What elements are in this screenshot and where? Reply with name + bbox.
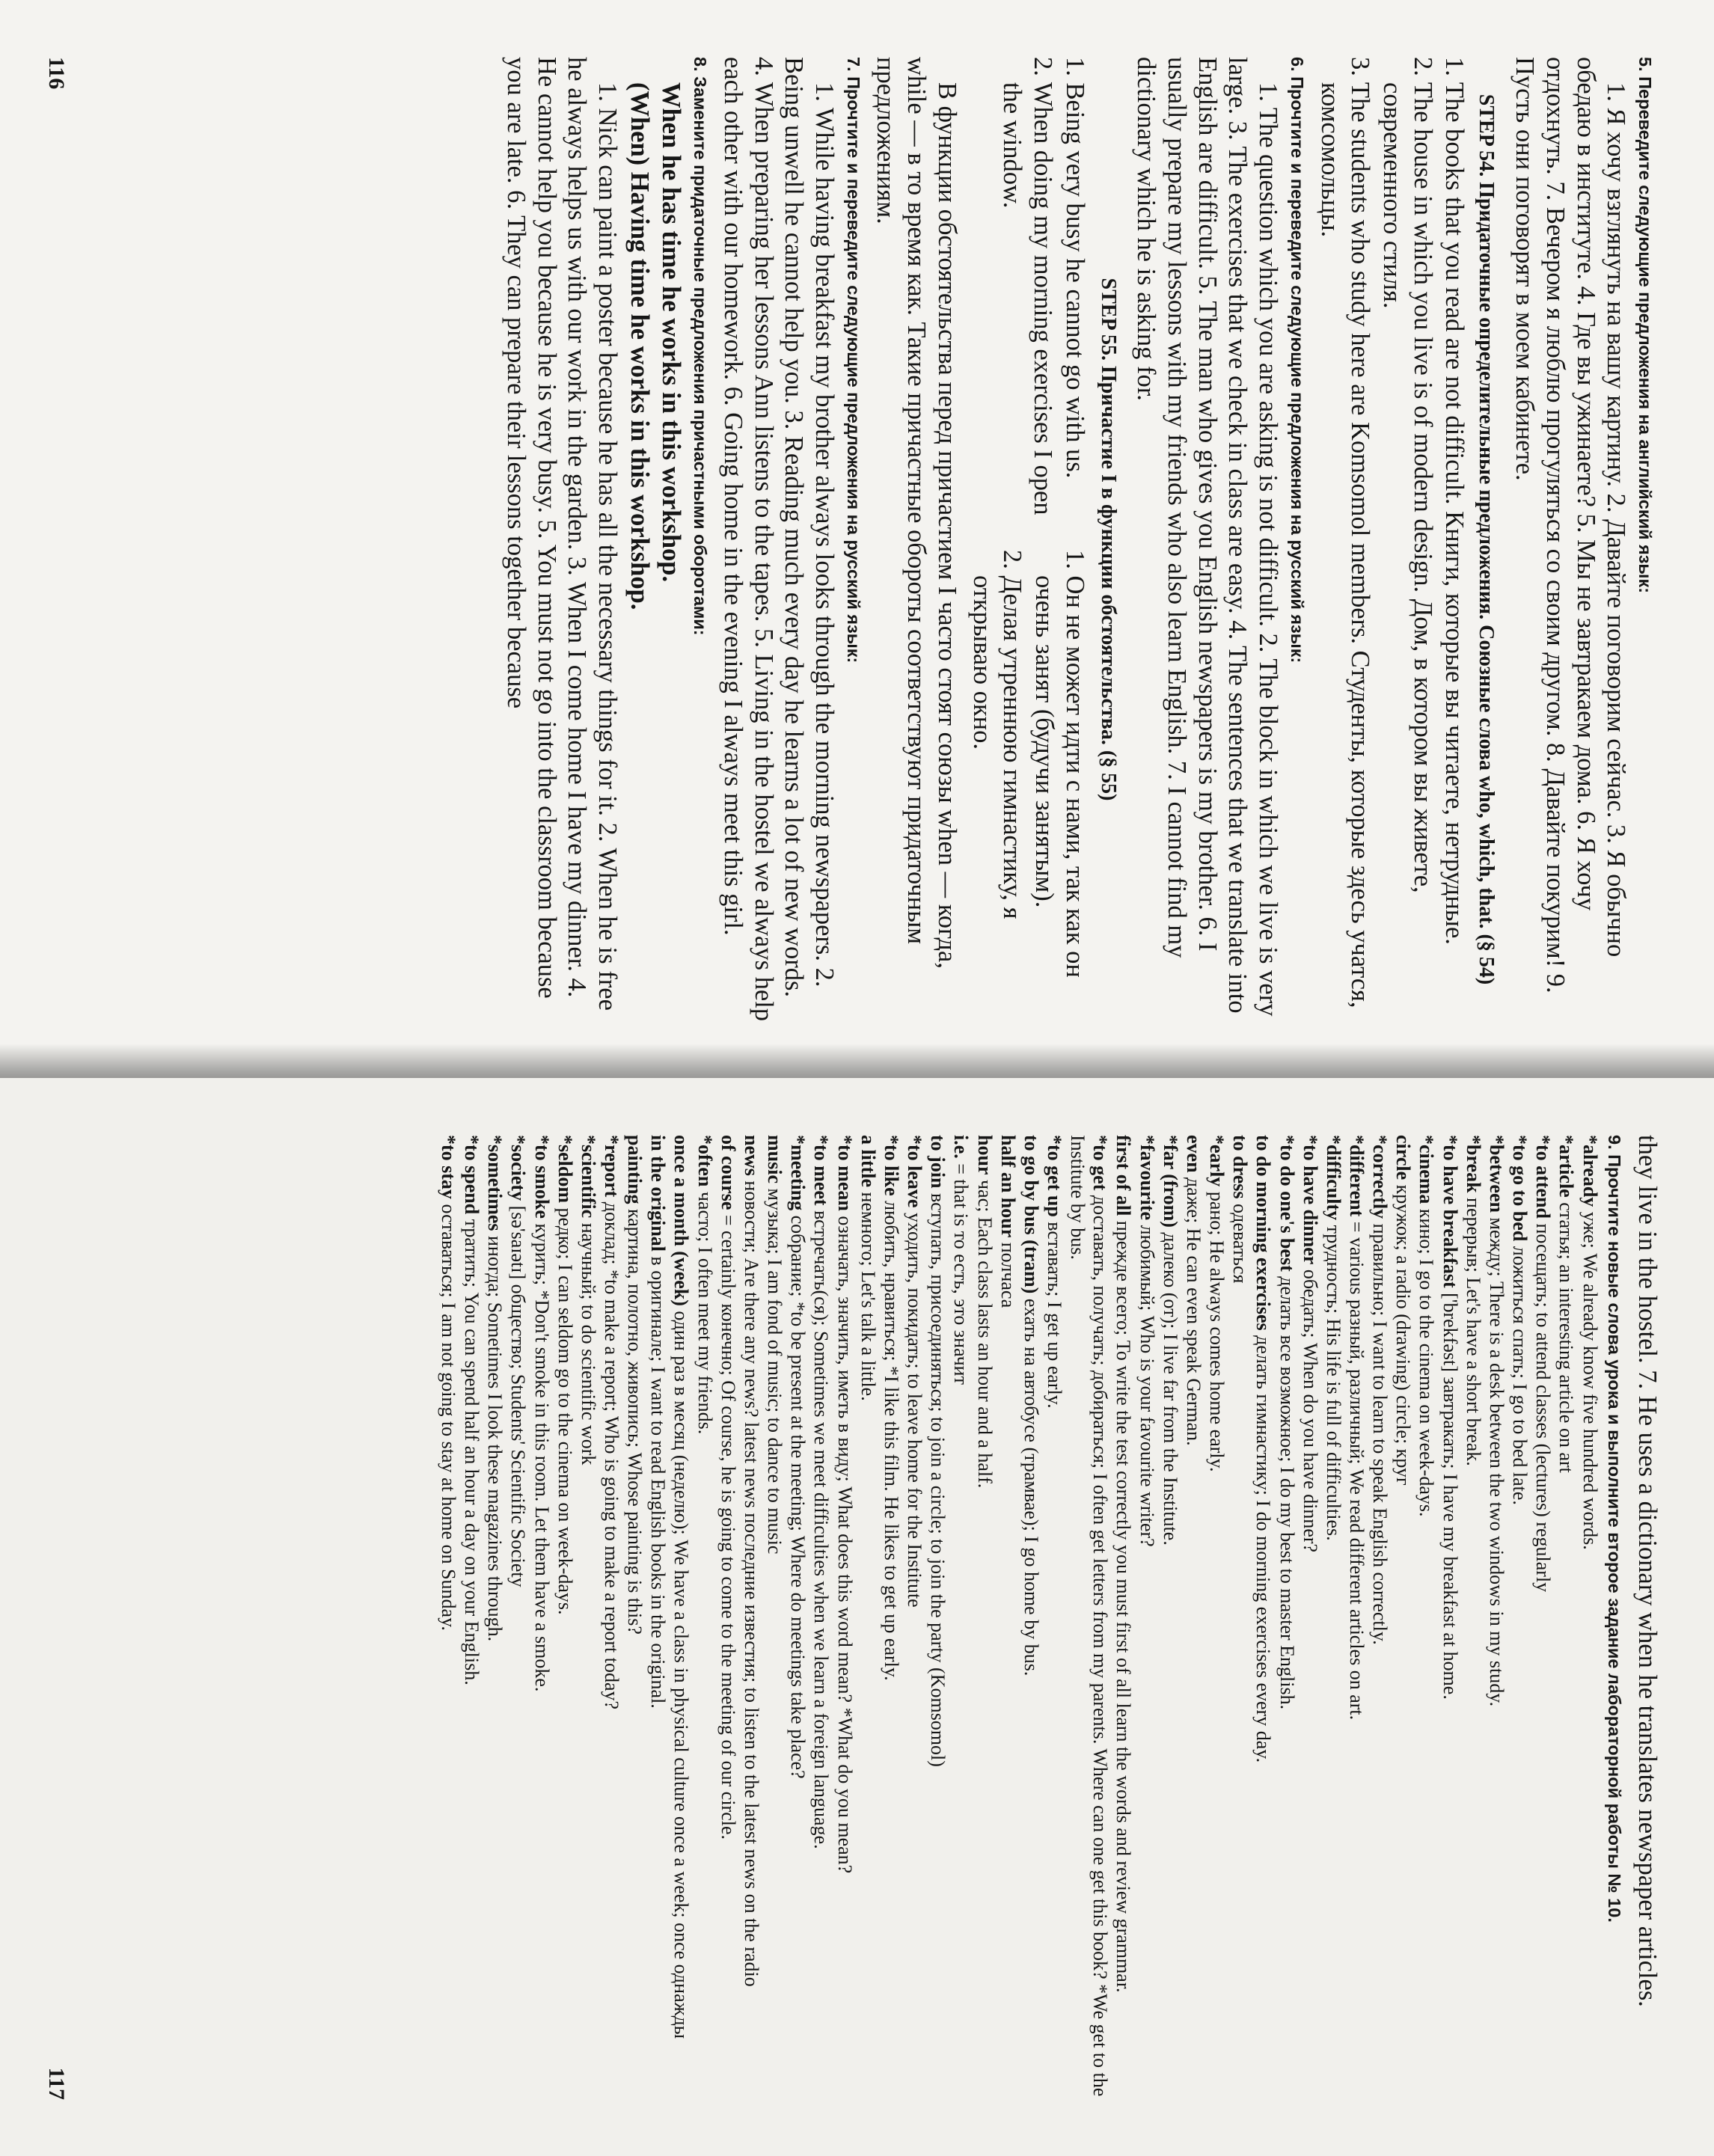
vocab-term: *to leave [903,1134,925,1207]
vocab-entry [1508,1135,1530,2100]
vocab-definition: музыка; I am fond of music; to dance to music [763,1183,786,1554]
vocab-term: *to mean [833,1134,856,1211]
vocab-term: half an hour [997,1134,1019,1237]
vocab-definition: далеко (от); I live far from the Institute. [1159,1227,1181,1546]
vocab-entry [1205,1135,1227,2100]
vocab-term: *to get up [1043,1134,1065,1217]
vocab-term: even [1182,1134,1205,1173]
vocab-term: *to like [880,1134,902,1196]
vocab-term: *between [1485,1134,1508,1213]
step-55-english [964,57,1091,529]
vocab-entry [1065,1135,1110,2100]
vocab-entry [1415,1135,1437,2100]
vocab-entry [1042,1135,1065,2100]
vocab-term: *article [1555,1134,1577,1198]
vocab-term: *to do one's best [1276,1134,1298,1272]
vocab-entry [1298,1135,1320,2100]
exercise-5-heading: 5. Переведите следующие предложения на английский язык: [1635,56,1655,593]
vocab-definition: тратить; You can spend half an hour a day on your English. [460,1213,483,1685]
vocab-term: once a month (week) [670,1134,692,1306]
vocab-entry [1181,1135,1204,2100]
vocab-term: *difficulty [1322,1134,1344,1220]
vocab-definition: посещать; to attend classes (lectures) regularly [1531,1218,1554,1592]
vocab-term: to dress [1228,1134,1251,1198]
vocab-definition: любимый; Who is your favourite writer? [1136,1219,1158,1547]
vocab-term: to join [926,1134,949,1188]
vocab-definition: правильно; I want to learn to speak English correctly. [1368,1218,1391,1645]
step-55-ru-item: 2. Делая утреннюю гимнастику, я открываю окно. [967,549,1026,919]
vocab-entry [716,1135,738,2100]
vocab-definition: картина, полотно, живопись; Whose painting is this? [623,1204,646,1635]
vocab-term: *to spend [460,1134,483,1214]
vocab-definition: полчаса [997,1237,1019,1308]
vocab-definition: = certainly конечно; Of course, he is going to come to the meeting of our circle. [717,1209,739,1840]
vocab-entry [646,1135,669,2100]
vocab-definition: даже; He can even speak German. [1182,1172,1205,1446]
vocab-definition: собрание; *to be present at the meeting; Where do meetings take place? [786,1210,809,1779]
vocab-entry [599,1135,622,2100]
step-55-title: STEP 55. Причастие I в функции обстоятельства. (§ 55) [1096,278,1120,800]
vocab-term: *to smoke [530,1134,553,1219]
vocab-definition: прежде всего; To write the test correctly you must first of all learn the words and review grammar. [1112,1215,1134,1993]
vocab-definition: уходить, покидать; to leave home for the Institute [903,1207,925,1608]
exercise-9-heading: 9. Прочтите новые слова урока и выполните второе задание лабораторной работы № 10. [1604,1134,1624,1923]
vocab-term: a little [857,1134,879,1187]
vocab-entry [1578,1135,1600,2100]
vocab-definition: делать все возможное; I do my best to master English. [1276,1271,1298,1709]
vocab-term: *sometimes [483,1134,506,1231]
exercise-8-example: (When) Having time he works in this workshop. [625,82,654,610]
step-55-en-item: 1. Being very busy he cannot go with us. [1060,56,1089,478]
continued-text: they live in the hostel. 7. He uses a dictionary when he translates newspaper articles. [1632,1134,1662,2007]
vocab-definition: час; Each class lasts an hour and a half. [973,1174,996,1488]
vocab-entry [576,1135,599,2100]
vocab-term: *scientific [577,1134,599,1218]
vocab-entry [1019,1135,1041,2100]
vocab-term: of course [717,1134,739,1210]
vocab-definition: вставать; I get up early. [1043,1216,1065,1409]
vocab-entry [1392,1135,1414,2100]
vocab-term: *far (from) [1159,1134,1181,1228]
step-54-title: STEP 54. Придаточные определительные предложения. Союзные слова who, which, that. (§ 54) [1474,94,1498,984]
step-55-en-item: 2. When doing my morning exercises I open the window. [997,56,1057,515]
vocab-entry [762,1135,785,2100]
vocab-term: *early [1205,1134,1228,1186]
vocab-term: to do morning exercises [1252,1134,1274,1331]
vocab-definition: [sə'saɪətɪ] общество; Students' Scientific Society [506,1200,529,1587]
vocab-definition: любить, нравиться; *I like this film. He likes to get up early. [880,1195,902,1681]
vocab-entry [623,1135,646,2100]
vocab-definition: = various разный, различный; We read different articles on art. [1345,1216,1368,1720]
vocab-term: *correctly [1368,1134,1391,1219]
vocab-definition: одеваться [1228,1198,1251,1284]
vocab-definition: ['brekfəst] завтракать; I have my breakfast at home. [1439,1287,1461,1700]
vocab-term: i.e. [949,1134,972,1159]
vocab-definition: означать, значить, иметь в виду; What does this word mean? *What do you mean? [833,1210,856,1873]
page-117 [0,1078,1714,2156]
vocab-entry [1158,1135,1181,2100]
vocab-entry [739,1135,762,2100]
vocab-term: in the original [646,1134,669,1252]
vocab-definition: оставаться; I am not going to stay at home on Sunday. [437,1198,459,1631]
vocab-entry [902,1135,925,2100]
vocab-entry [693,1135,715,2100]
exercise-5-body: 1. Я хочу взглянуть на вашу картину. 2. Давайте поговорим сейчас. 3. Я обычно обедаю в институте. 4. Где вы ужинаете? 5. Мы не завтракаем дома. 6. Я хочу отдохнуть. 7. Вечером я люблю прогуляться со своим другом. 8. Давайте покурим! 9. Пусть они поговорят в моем кабинете. [1510,56,1630,993]
step-55-columns [964,57,1091,1022]
vocab-entry [670,1135,692,2100]
vocab-term: *cinema [1415,1134,1437,1204]
vocab-definition: кино; I go to the cinema on week-days. [1415,1203,1437,1516]
vocab-entry [436,1135,459,2100]
vocab-term: first of all [1112,1134,1134,1216]
vocab-term: *break [1462,1134,1484,1193]
vocab-definition: немного; Let's talk a little. [857,1186,879,1401]
step-54-item: 2. The house in which you live is of modern design. Дом, в котором вы живете, современного стиля. [1377,56,1437,893]
vocab-entry [833,1135,855,2100]
vocab-term: *to have dinner [1299,1134,1321,1264]
vocab-entry [1368,1135,1391,2100]
exercise-8-body: 1. Nick can paint a poster because he has all the necessary things for it. 2. When he is free he always helps us with our work in the garden. 3. When I come home I have my dinner. 4. He cannot help you because he is very busy. 5. You must not go into the classroom because you are late. 6. They can prepare their lessons together because [501,56,622,1011]
vocab-term: news [740,1134,762,1176]
vocab-term: *seldom [554,1134,576,1203]
vocab-entry [1135,1135,1157,2100]
vocab-term: *already [1579,1134,1601,1207]
vocab-entry [1228,1135,1251,2100]
vocab-definition: в оригинале; I want to read English books in the original. [646,1251,669,1709]
page-number: 117 [43,2067,69,2100]
vocab-entry [1252,1135,1274,2100]
vocab-definition: доставать, получать; добираться; I often get letters from my parents. Where can one get this book? *We get to the Institute by bus. [1066,1134,1111,2096]
vocab-entry [1531,1135,1554,2100]
exercise-6-body: 1. The question which you are asking is not difficult. 2. The block in which we live is very large. 3. The exercises that we check in class are easy. 4. The sentences that we translate into English are difficult. 5. The man who gives you English newspapers is my brother. 6. I usually prepare my lessons with my friends who also learn English. 7. I cannot find my dictionary which he is asking for. [1131,56,1282,1016]
vocab-term: circle [1392,1134,1414,1180]
vocab-definition: научный; to do scientific work [577,1217,599,1465]
vocab-term: *to have breakfast [1439,1134,1461,1288]
step-55-ru-item: 1. Он не может идти с нами, так как он очень занят (будучи занятым). [1029,549,1089,978]
vocab-term: music [763,1134,786,1183]
vocab-term: *to meet [809,1134,832,1206]
vocab-definition: встречать(ся); Sometimes we meet difficulties when we learn a foreign language. [809,1205,832,1849]
vocab-definition: статья; an interesting article on art [1555,1197,1577,1473]
vocab-definition: один раз в месяц (неделю); We have a class in physical culture once a week; once однажды [670,1305,692,2039]
vocab-entry [856,1135,878,2100]
vocab-definition: = that is то есть, это значит [949,1158,972,1385]
vocab-entry [809,1135,832,2100]
vocab-entry [1484,1135,1507,2100]
vocab-entry [459,1135,482,2100]
vocab-term: *favourite [1136,1134,1158,1220]
vocab-entry [973,1135,995,2100]
page-117-content [27,1105,1688,2130]
exercise-6-heading: 6. Прочтите и переведите следующие предложения на русский язык: [1287,56,1307,663]
vocab-entry [506,1135,529,2100]
vocab-definition: редко; I can seldom go to the cinema on week-days. [554,1202,576,1615]
step-54-item: 3. The students who study here are Komsomol members. Студенты, которые здесь учатся, комсомольцы. [1315,56,1374,1008]
step-54-item: 1. The books that you read are not difficult. Книги, которые вы читаете, нетрудные. [1439,56,1469,945]
vocab-term: *different [1345,1134,1368,1216]
vocab-entry [1461,1135,1484,2100]
vocab-definition: вступать, присоединяться; to join a circle; to join the party (Komsomol) [926,1188,949,1767]
vocab-term: *meeting [786,1134,809,1210]
vocab-term: *to attend [1531,1134,1554,1219]
vocab-term: to go by bus (tram) [1020,1134,1042,1293]
vocab-term: painting [623,1134,646,1204]
vocab-definition: часто; I often meet my friends. [694,1186,716,1434]
vocab-entry [1438,1135,1460,2100]
vocab-definition: трудность; His life is full of difficulties. [1322,1219,1344,1541]
vocab-entry [926,1135,949,2100]
vocab-term: *to go to bed [1508,1134,1531,1241]
exercise-7-body: 1. While having breakfast my brother always looks through the morning newspapers. 2. Being unwell he cannot help you. 3. Reading much every day he learns a lot of new words. 4. When preparing her lessons Ann listens to the tapes. 5. Living in the hostel we always help each other with our homework. 6. Going home in the evening I always meet this girl. [718,56,839,1021]
vocab-entry [1344,1135,1367,2100]
step-55-russian [964,550,1091,1022]
vocab-definition: ложиться спать; I go to bed late. [1508,1240,1531,1505]
vocab-definition: обедать; When do you have dinner? [1299,1264,1321,1552]
vocab-entry [530,1135,552,2100]
exercise-8-example: When he has time he works in this workshop. [656,82,685,582]
vocab-definition: перерыв; Let's have a short break. [1462,1192,1484,1466]
vocab-entry [1112,1135,1134,2100]
vocab-entry [786,1135,809,2100]
vocab-term: *report [600,1134,622,1197]
vocab-entry [1321,1135,1344,2100]
vocabulary-list [436,1135,1600,2100]
vocab-term: *to stay [437,1134,459,1199]
vocab-definition: новости; Are there any news? latest news последние известия; to listen to the latest news on the radio [740,1175,762,1987]
vocab-definition: уже; We already know five hundred words. [1579,1206,1601,1550]
exercise-7-heading: 7. Прочтите и переведите следующие предложения на русский язык: [843,56,863,663]
vocab-entry [1555,1135,1577,2100]
vocab-definition: иногда; Sometimes I look these magazines through. [483,1231,506,1641]
vocab-definition: курить; *Don't smoke in this room. Let them have a smoke. [530,1218,553,1691]
step-55-note: В функции обстоятельства перед причастием I часто стоят союзы when — когда, while — в то время как. Такие причастные обороты соответствуют придаточным предложениям. [871,56,961,969]
vocab-term: *society [506,1134,529,1201]
vocab-entry [879,1135,902,2100]
vocab-term: *often [694,1134,716,1186]
page-number: 116 [43,56,69,89]
vocab-definition: между; There is a desk between the two windows in my study. [1485,1212,1508,1706]
exercise-8-heading: 8. Замените придаточные предложения причастными оборотами: [690,56,710,636]
vocab-entry [949,1135,972,2100]
vocab-definition: делать гимнастику; I do morning exercises every day. [1252,1330,1274,1763]
vocab-entry [1275,1135,1297,2100]
vocab-definition: доклад; *to make a report; Who is going to make a report today? [600,1196,622,1709]
vocab-entry [996,1135,1018,2100]
vocab-definition: ехать на автобусе (трамвае); I go home by bus. [1020,1293,1042,1676]
vocab-entry [553,1135,575,2100]
vocab-entry [483,1135,506,2100]
vocab-term: hour [973,1134,996,1175]
vocab-term: *to get [1089,1134,1111,1190]
vocab-definition: кружок; a radio (drawing) circle; круг [1392,1179,1414,1486]
page-116-content [27,27,1688,1052]
vocab-definition: рано; He always comes home early. [1205,1186,1228,1471]
